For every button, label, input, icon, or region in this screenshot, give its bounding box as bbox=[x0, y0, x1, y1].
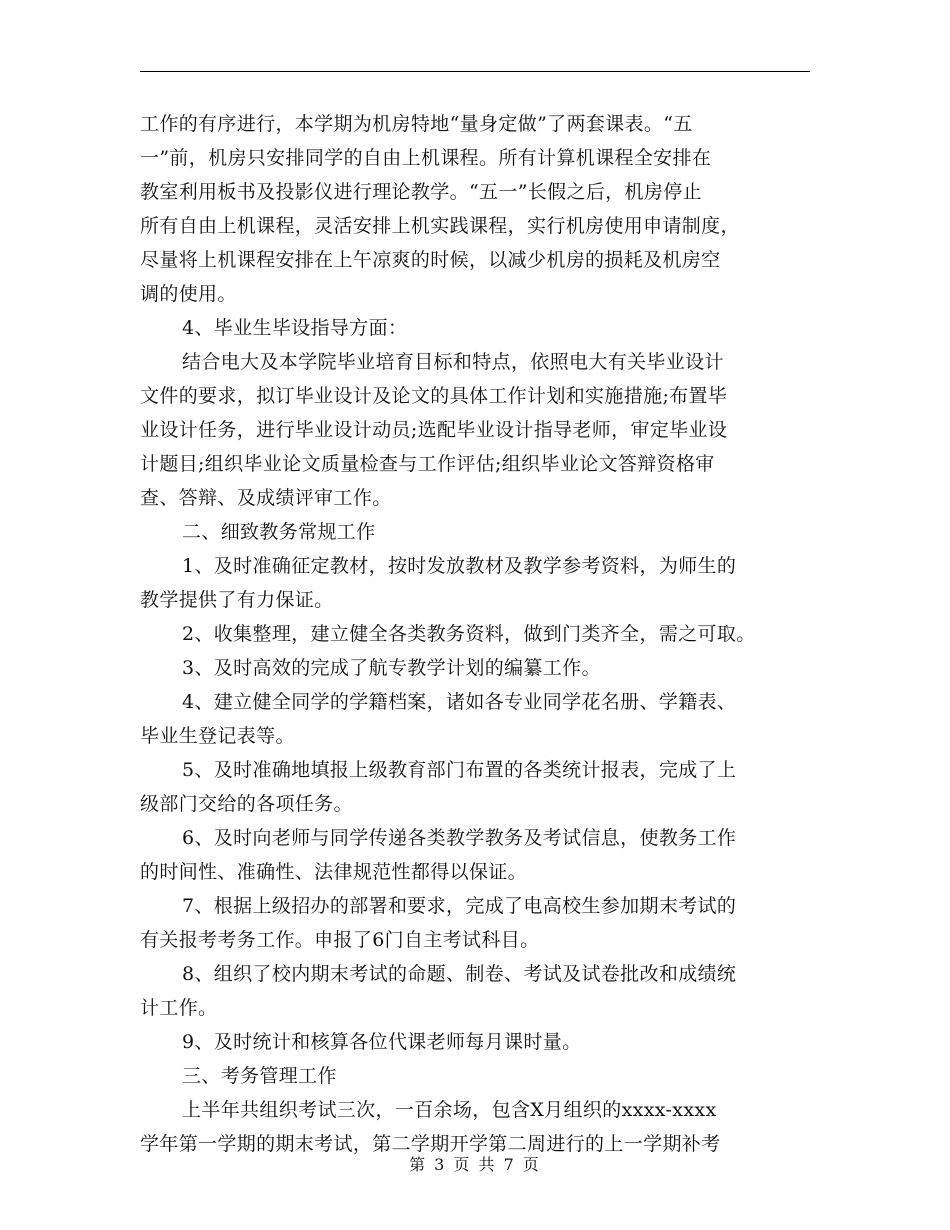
text-line: 有关报考考务工作。申报了6门自主考试科目。 bbox=[140, 929, 540, 951]
page-number-footer: 第 3 页 共 7 页 bbox=[409, 1155, 541, 1174]
text-line: 计工作。 bbox=[140, 997, 218, 1019]
text-line: 查、答辩、及成绩评审工作。 bbox=[140, 487, 392, 509]
text-line: 教学提供了有力保证。 bbox=[140, 589, 334, 611]
text-line: 一”前，机房只安排同学的自由上机课程。所有计算机课程全安排在 bbox=[140, 147, 712, 169]
text-line: 6、及时向老师与同学传递各类教学教务及考试信息，使教务工作 bbox=[182, 827, 737, 849]
text-line: 4、毕业生毕设指导方面： bbox=[182, 317, 408, 339]
text-line: 教室利用板书及投影仪进行理论教学。“五一”长假之后，机房停止 bbox=[140, 181, 702, 203]
text-line: 工作的有序进行，本学期为机房特地“量身定做”了两套课表。“五 bbox=[140, 113, 693, 135]
text-line: 业设计任务，进行毕业设计动员;选配毕业设计指导老师，审定毕业设 bbox=[140, 419, 728, 441]
text-line: 2、收集整理，建立健全各类教务资料，做到门类齐全，需之可取。 bbox=[182, 623, 756, 645]
text-line: 9、及时统计和核算各位代课老师每月课时量。 bbox=[182, 1031, 582, 1053]
text-line: 计题目;组织毕业论文质量检查与工作评估;组织毕业论文答辩资格审 bbox=[140, 453, 715, 475]
text-line: 3、及时高效的完成了航专教学计划的编纂工作。 bbox=[182, 657, 601, 679]
text-line: 8、组织了校内期末考试的命题、制卷、考试及试卷批改和成绩统 bbox=[182, 963, 737, 985]
text-line: 尽量将上机课程安排在上午凉爽的时候，以减少机房的损耗及机房空 bbox=[140, 249, 721, 271]
text-line: 所有自由上机课程，灵活安排上机实践课程，实行机房使用申请制度， bbox=[140, 215, 740, 237]
text-line: 结合电大及本学院毕业培育目标和特点，依照电大有关毕业设计 bbox=[182, 351, 724, 373]
header-rule bbox=[140, 71, 810, 72]
text-line: 5、及时准确地填报上级教育部门布置的各类统计报表，完成了上 bbox=[182, 759, 737, 781]
text-line: 4、建立健全同学的学籍档案，诸如各专业同学花名册、学籍表、 bbox=[182, 691, 737, 713]
text-line: 毕业生登记表等。 bbox=[140, 725, 295, 747]
text-line: 文件的要求，拟订毕业设计及论文的具体工作计划和实施措施;布置毕 bbox=[140, 385, 728, 407]
document-body bbox=[140, 107, 810, 1161]
text-line: 三、考务管理工作 bbox=[182, 1065, 337, 1087]
text-line: 级部门交给的各项任务。 bbox=[140, 793, 353, 815]
text-line: 7、根据上级招办的部署和要求，完成了电高校生参加期末考试的 bbox=[182, 895, 737, 917]
text-line: 的时间性、准确性、法律规范性都得以保证。 bbox=[140, 861, 528, 883]
text-line: 二、细致教务常规工作 bbox=[182, 521, 376, 543]
text-line: 1、及时准确征定教材，按时发放教材及教学参考资料，为师生的 bbox=[182, 555, 737, 577]
text-line: 调的使用。 bbox=[140, 283, 237, 305]
text-line: 学年第一学期的期末考试，第二学期开学第二周进行的上一学期补考 bbox=[140, 1133, 721, 1155]
text-line: 上半年共组织考试三次，一百余场，包含X月组织的xxxx-xxxx bbox=[182, 1099, 717, 1121]
